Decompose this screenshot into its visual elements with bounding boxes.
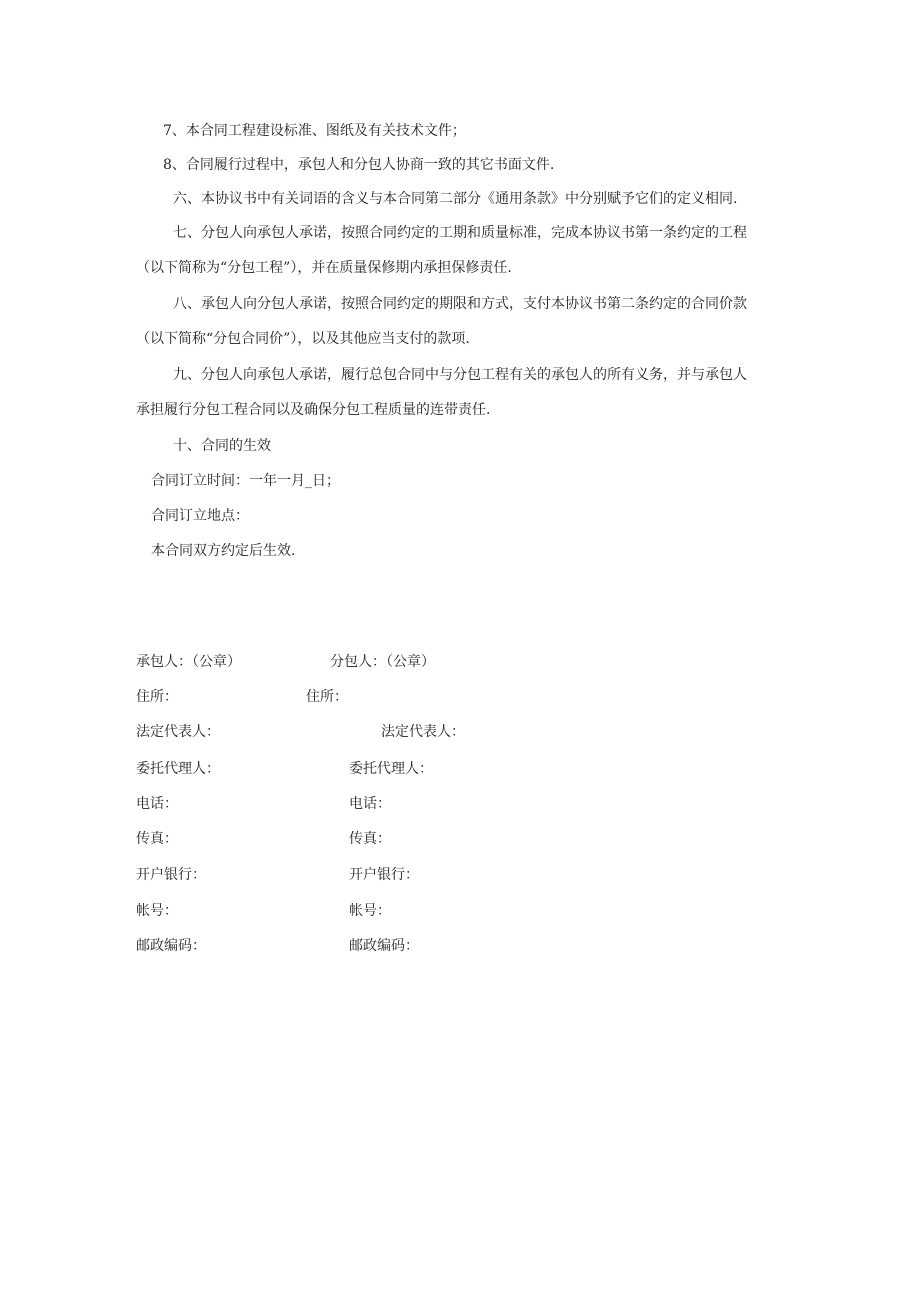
sign-time: 合同订立时间：一年一月_日； — [151, 473, 340, 489]
contractor-address: 住所： — [136, 689, 178, 705]
clause-7-line-1: 七、分包人向承包人承诺，按照合同约定的工期和质量标准，完成本协议书第一条约定的工程 — [173, 225, 747, 241]
subcontractor-party: 分包人：（公章） — [330, 654, 435, 670]
contractor-account: 帐号： — [136, 903, 178, 919]
contractor-phone: 电话： — [136, 796, 178, 812]
item-7: 7、本合同工程建设标准、图纸及有关技术文件； — [163, 123, 466, 139]
contractor-bank: 开户银行： — [136, 867, 206, 883]
subcontractor-address: 住所： — [306, 689, 348, 705]
contractor-legal-rep: 法定代表人： — [136, 724, 220, 740]
contractor-fax: 传真： — [136, 831, 178, 847]
clause-8-line-2: （以下简称“分包合同价”），以及其他应当支付的款项. — [136, 331, 470, 347]
clause-8-line-1: 八、承包人向分包人承诺，按照合同约定的期限和方式，支付本协议书第二条约定的合同价款 — [173, 296, 747, 312]
contractor-agent: 委托代理人： — [136, 761, 220, 777]
subcontractor-account: 帐号： — [349, 903, 391, 919]
contractor-postcode: 邮政编码： — [136, 938, 206, 954]
item-8: 8、合同履行过程中，承包人和分包人协商一致的其它书面文件. — [163, 157, 555, 173]
clause-10-heading: 十、合同的生效 — [173, 438, 271, 454]
sign-place: 合同订立地点： — [151, 508, 249, 524]
clause-9-line-1: 九、分包人向承包人承诺，履行总包合同中与分包工程有关的承包人的所有义务，并与承包人 — [173, 367, 747, 383]
effective-statement: 本合同双方约定后生效. — [151, 543, 296, 559]
subcontractor-phone: 电话： — [349, 796, 391, 812]
subcontractor-bank: 开户银行： — [349, 867, 419, 883]
contractor-party: 承包人：（公章） — [136, 654, 241, 670]
clause-6: 六、本协议书中有关词语的含义与本合同第二部分《通用条款》中分别赋予它们的定义相同. — [173, 191, 738, 207]
subcontractor-fax: 传真： — [349, 831, 391, 847]
clause-9-line-2: 承担履行分包工程合同以及确保分包工程质量的连带责任. — [136, 402, 491, 418]
clause-7-line-2: （以下简称为“分包工程”），并在质量保修期内承担保修责任. — [136, 260, 512, 276]
subcontractor-agent: 委托代理人： — [349, 761, 433, 777]
subcontractor-legal-rep: 法定代表人： — [381, 724, 465, 740]
subcontractor-postcode: 邮政编码： — [349, 938, 419, 954]
